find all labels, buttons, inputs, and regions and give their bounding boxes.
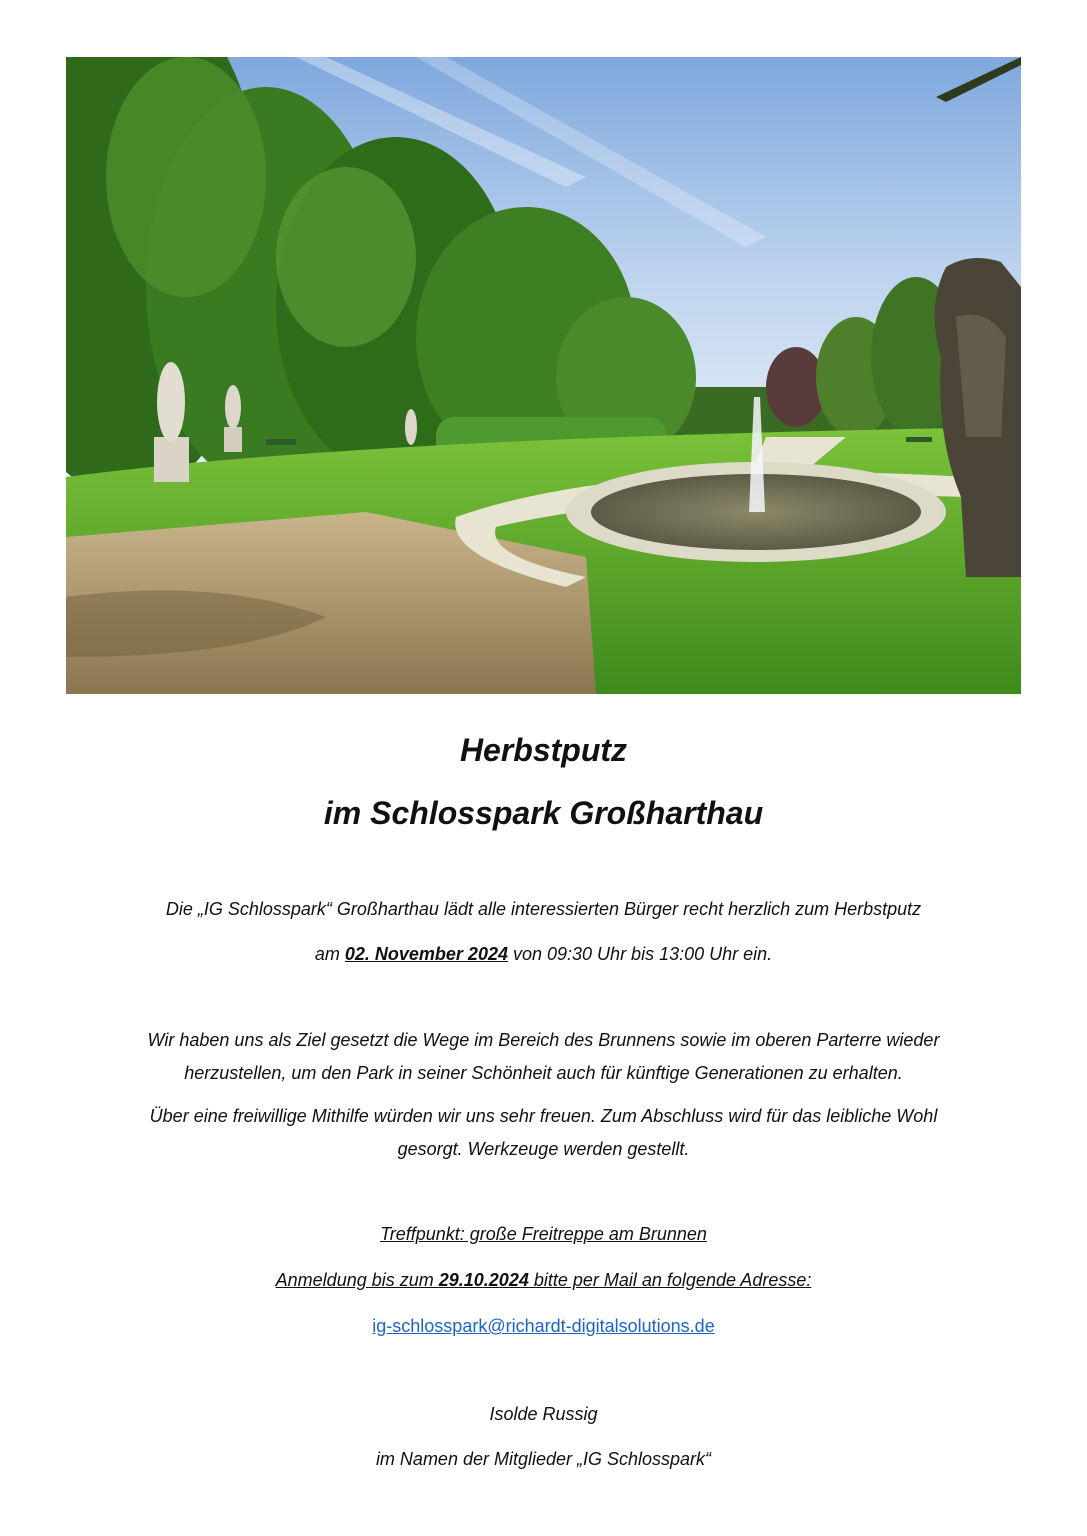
registration-deadline: 29.10.2024 (438, 1270, 529, 1290)
page-title-line2: im Schlosspark Großharthau (323, 795, 764, 831)
event-date: 02. November 2024 (344, 944, 508, 964)
goal-line2: herzustellen, um den Park in seiner Schönheit auch für künftige Generationen zu erhalten. (184, 1063, 903, 1083)
invite-suffix: von 09:30 Uhr bis 13:00 Uhr ein. (507, 944, 773, 964)
help-line1: Über eine freiwillige Mithilfe würden wir uns sehr freuen. Zum Abschluss wird für das leibliche Wohl (149, 1106, 938, 1126)
goal-line1: Wir haben uns als Ziel gesetzt die Wege im Bereich des Brunnens sowie im oberen Parterre wieder (147, 1030, 940, 1050)
invite-line2 (0, 938, 1087, 971)
park-fountain-photo (66, 57, 1021, 694)
meeting-point-text: Treffpunkt: große Freitreppe am Brunnen (380, 1224, 707, 1244)
help-line2: gesorgt. Werkzeuge werden gestellt. (397, 1139, 690, 1159)
invite-prefix: am (314, 944, 345, 964)
invite-line1: Die „IG Schlosspark“ Großharthau lädt alle interessierten Bürger recht herzlich zum Herbstputz (165, 899, 922, 919)
registration-prefix: Anmeldung bis zum (275, 1270, 439, 1290)
registration-suffix: bitte per Mail an folgende Adresse: (528, 1270, 812, 1290)
meeting-point (0, 1218, 1087, 1251)
page-title-line1: Herbstputz (459, 732, 628, 768)
email-line (0, 1310, 1087, 1343)
registration-line (0, 1264, 1087, 1297)
signature-role: im Namen der Mitglieder „IG Schlosspark“ (375, 1449, 712, 1469)
email-link[interactable]: ig-schlosspark@richardt-digitalsolutions.de (372, 1316, 715, 1336)
signature-name: Isolde Russig (489, 1404, 598, 1424)
